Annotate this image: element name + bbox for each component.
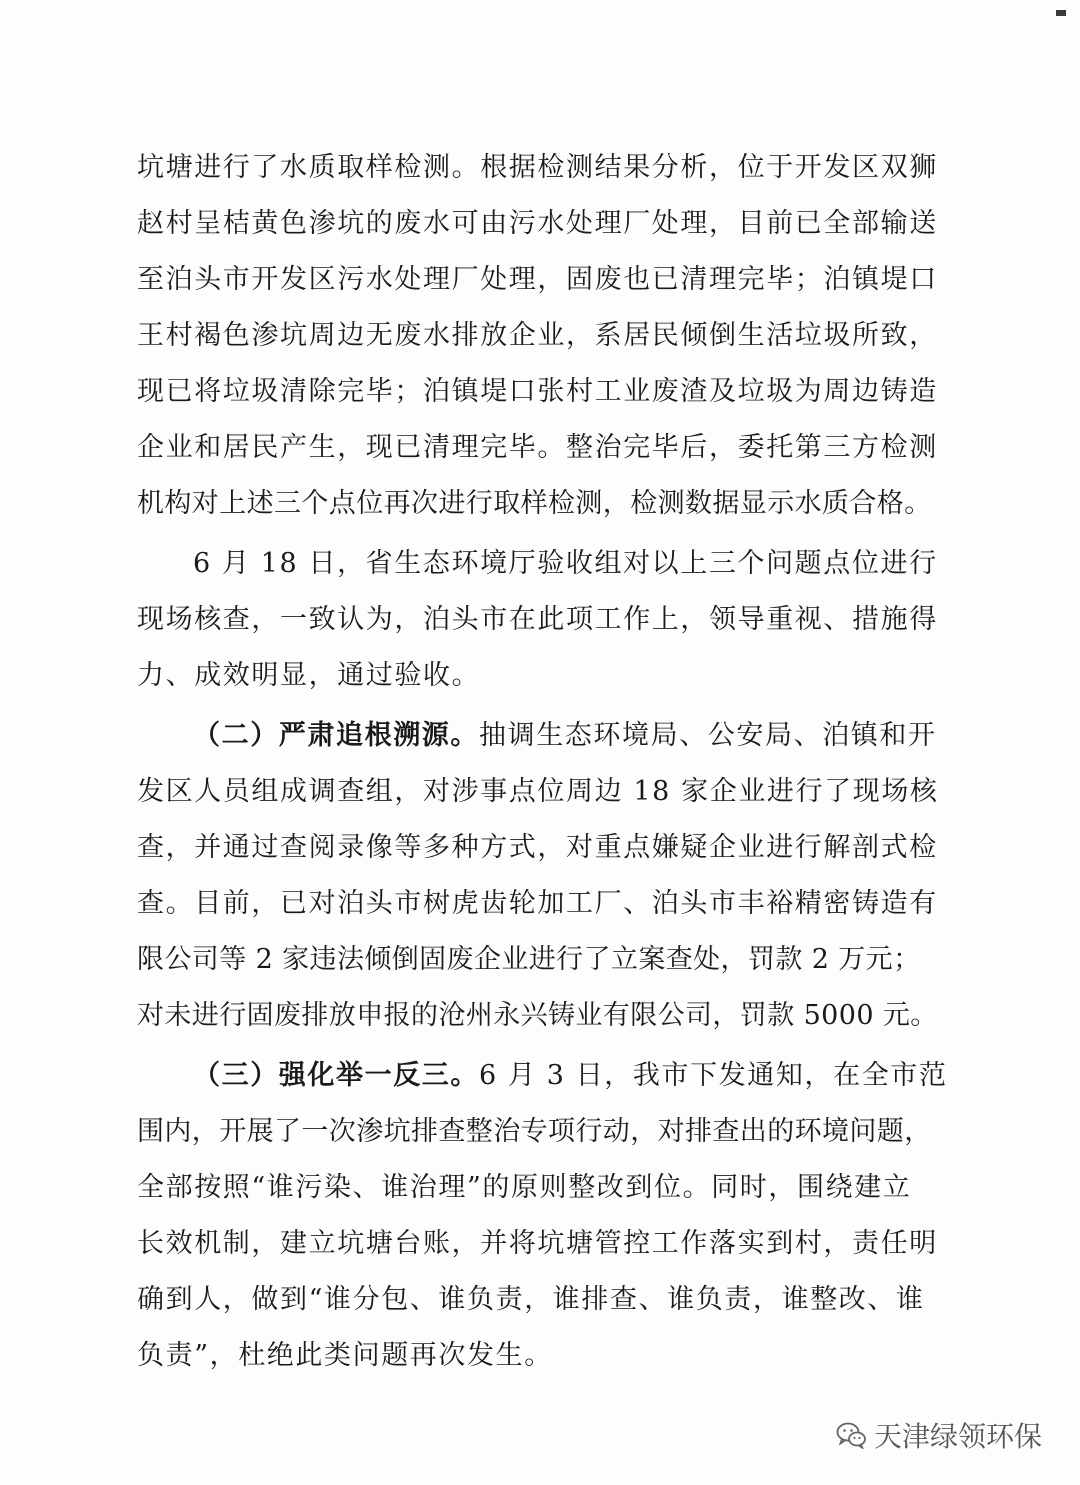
- text-line: 查。目前，已对泊头市树虎齿轮加工厂、泊头市丰裕精密铸造有: [137, 888, 938, 919]
- text-line: 限公司等 2 家违法倾倒固废企业进行了立案查处，罚款 2 万元；: [137, 944, 921, 975]
- text-line: 企业和居民产生，现已清理完毕。整治完毕后，委托第三方检测: [137, 432, 938, 463]
- text-line: 王村褐色渗坑周边无废水排放企业，系居民倾倒生活垃圾所致，: [137, 320, 938, 351]
- text-line: 围内，开展了一次渗坑排查整治专项行动，对排查出的环境问题，: [137, 1116, 932, 1147]
- text-line: 力、成效明显，通过验收。: [137, 660, 481, 691]
- text-line: 坑塘进行了水质取样检测。根据检测结果分析，位于开发区双狮: [137, 152, 938, 183]
- text-line: 机构对上述三个点位再次进行取样检测，检测数据显示水质合格。: [137, 488, 932, 519]
- text-line: 6 月 18 日，省生态环境厅验收组对以上三个问题点位进行: [193, 548, 938, 579]
- text-line: 对未进行固废排放申报的沧州永兴铸业有限公司，罚款 5000 元。: [137, 1000, 938, 1031]
- text-line: 确到人，做到“谁分包、谁负责，谁排查、谁负责，谁整改、谁: [137, 1284, 925, 1315]
- text-line: 发区人员组成调查组，对涉事点位周边 18 家企业进行了现场核: [137, 776, 939, 807]
- section-heading: （三）强化举一反三。: [193, 1060, 479, 1091]
- paragraph-2: [137, 536, 937, 704]
- document-body: [137, 140, 948, 1384]
- text-line-with-heading: [137, 1048, 948, 1104]
- text-run: 抽调生态环境局、公安局、泊镇和开: [479, 720, 937, 751]
- text-line: 全部按照“谁污染、谁治理”的原则整改到位。同时，围绕建立: [137, 1172, 912, 1203]
- text-line: 负责”，杜绝此类问题再次发生。: [137, 1340, 553, 1371]
- text-line: 长效机制，建立坑塘台账，并将坑塘管控工作落实到村，责任明: [137, 1228, 938, 1259]
- text-line: 现已将垃圾清除完毕；泊镇堤口张村工业废渣及垃圾为周边铸造: [137, 376, 938, 407]
- text-line: 现场核查，一致认为，泊头市在此项工作上，领导重视、措施得: [137, 604, 938, 635]
- text-run: 6 月 3 日，我市下发通知，在全市范: [479, 1060, 948, 1091]
- text-line: 至泊头市开发区污水处理厂处理，固废也已清理完毕；泊镇堤口: [137, 264, 938, 295]
- paragraph-3: [137, 708, 937, 1044]
- source-watermark: [836, 1415, 1042, 1455]
- text-line: 查，并通过查阅录像等多种方式，对重点嫌疑企业进行解剖式检: [137, 832, 938, 863]
- wechat-icon: [836, 1421, 866, 1449]
- paragraph-4: [137, 1048, 948, 1384]
- paragraph-1: [137, 140, 937, 532]
- section-heading: （二）严肃追根溯源。: [193, 720, 479, 751]
- text-line: 赵村呈桔黄色渗坑的废水可由污水处理厂处理，目前已全部输送: [137, 208, 938, 239]
- scan-corner-mark: [1056, 10, 1066, 16]
- watermark-text: 天津绿领环保: [873, 1420, 1042, 1453]
- text-line-with-heading: [137, 708, 937, 764]
